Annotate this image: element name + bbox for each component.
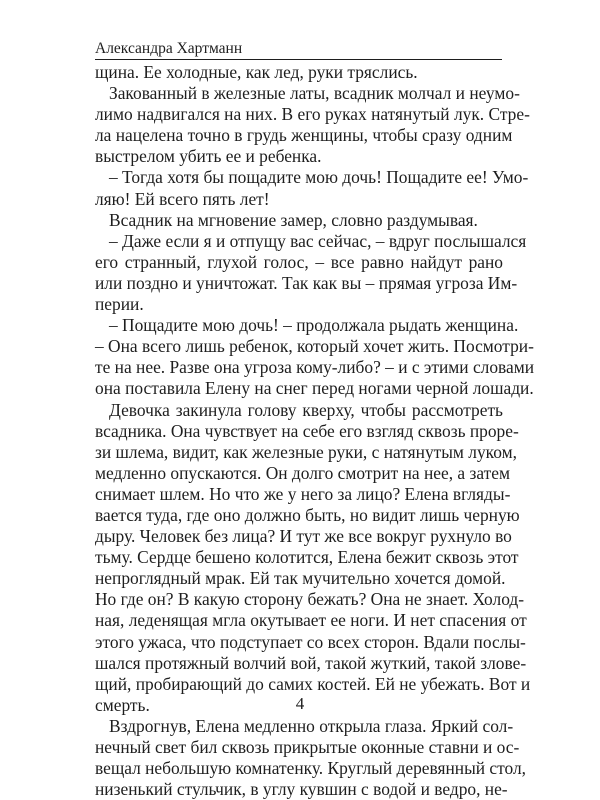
text-line: перии. [95, 294, 144, 315]
text-line: Вздрогнув, Елена медленно открыла глаза. Яркий сол- [109, 715, 514, 736]
text-line: снимает шлем. Но что же у него за лицо? Елена вгляды- [95, 483, 511, 504]
text-line: этого ужаса, что подступает со всех сторон. Вдали послы- [95, 631, 526, 652]
text-line: вается туда, где оно должно быть, но видит лишь черную [95, 504, 520, 525]
text-line: медленно опускаются. Он долго смотрит на нее, а затем [95, 462, 510, 483]
text-line: – Пощадите мою дочь! – продолжала рыдать женщина. [109, 315, 519, 336]
text-line: смерть. [95, 694, 150, 715]
text-line: она поставила Елену на снег перед ногами черной лошади. [95, 378, 534, 399]
text-line: его странный, глухой голос, – все равно найдут рано [95, 251, 503, 272]
text-line: ляю! Ей всего пять лет! [95, 188, 270, 209]
text-line: выстрелом убить ее и ребенка. [95, 146, 322, 167]
text-line: шался протяжный волчий вой, такой жуткий, такой зловe- [95, 652, 527, 673]
header-rule [95, 59, 502, 60]
text-line: лимо надвигался на них. В его руках натянутый лук. Стре- [95, 104, 530, 125]
text-line: Но где он? В какую сторону бежать? Она не знает. Холод- [95, 589, 525, 610]
text-line: – Она всего лишь ребенок, который хочет жить. Посмотри- [95, 336, 534, 357]
text-line: низенький стульчик, в углу кувшин с водой и ведро, не- [95, 779, 508, 800]
text-line: вещал небольшую комнатенку. Круглый деревянный стол, [95, 758, 527, 779]
text-line: Всадник на мгновение замер, словно раздумывая. [109, 209, 478, 230]
running-head-author: Александра Хартманн [95, 40, 243, 57]
text-line: щий, пробирающий до самих костей. Ей не убежать. Вот и [95, 673, 531, 694]
text-line: – Даже если я и отпущу вас сейчас, – вдруг послышался [109, 230, 527, 251]
text-line: Закованный в железные латы, всадник молчал и неумо- [109, 83, 520, 104]
body-text [95, 62, 535, 800]
text-line: зи шлема, видит, как железные руки, с натянутым луком, [95, 441, 517, 462]
text-line: Девочка закинула голову кверху, чтобы рассмотреть [109, 399, 503, 420]
text-line: – Тогда хотя бы пощадите мою дочь! Пощадите ее! Умо- [109, 167, 529, 188]
text-line: всадника. Она чувствует на себе его взгляд сквозь прорe- [95, 420, 519, 441]
text-line: ная, леденящая мгла окутывает ее ноги. И нет спасения от [95, 610, 527, 631]
text-line: ла нацелена точно в грудь женщины, чтобы сразу одним [95, 125, 513, 146]
page-number: 4 [295, 694, 305, 713]
text-line: нечный свет бил сквозь прикрытые оконные ставни и ос- [95, 737, 520, 757]
text-line: тьму. Сердце бешено колотится, Елена бежит сквозь этот [95, 547, 519, 568]
text-line: дыру. Человек без лица? И тут же все вокруг рухнуло во [95, 526, 512, 547]
text-line: те на нее. Разве она угроза кому-либо? – и с этими словами [95, 357, 535, 378]
text-line: или поздно и уничтожат. Так как вы – прямая угроза Им- [95, 272, 518, 293]
text-line: щина. Ее холодные, как лед, руки тряслись. [95, 62, 418, 82]
text-line: непроглядный мрак. Ей так мучительно хочется домой. [95, 568, 506, 589]
